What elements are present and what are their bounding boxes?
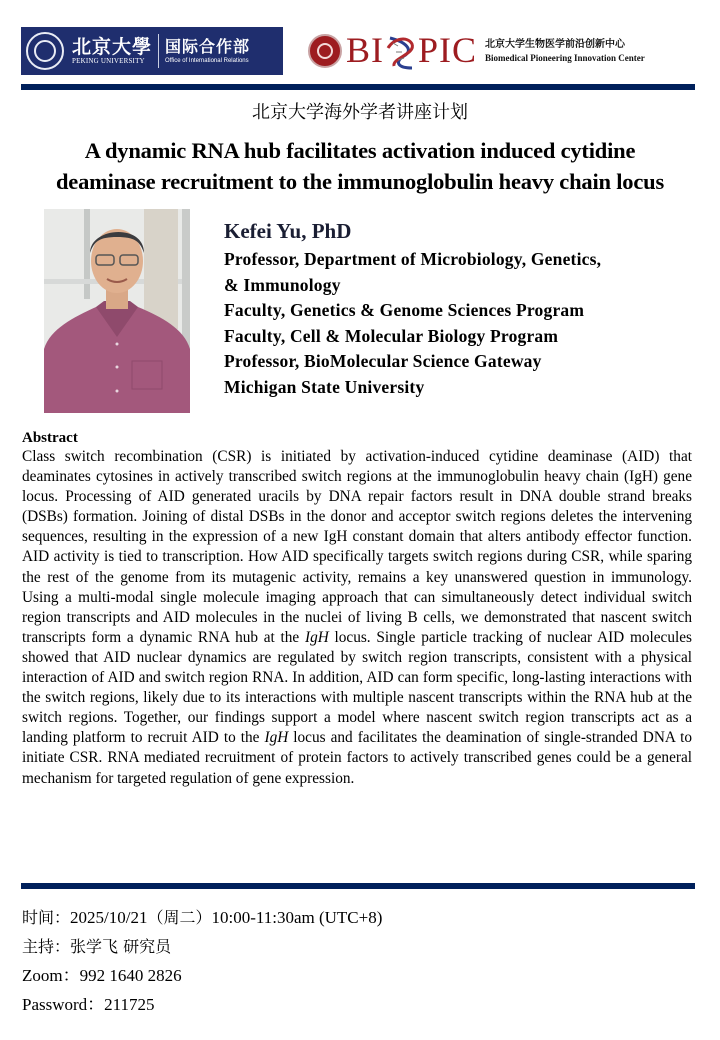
speaker-portrait-illustration	[44, 209, 190, 413]
wordmark-b: BI	[346, 29, 384, 70]
time-weekday: （周二）	[147, 908, 212, 927]
speaker-photo	[44, 209, 190, 413]
series-title: 北京大学海外学者讲座计划	[252, 102, 468, 123]
time-label: 时间：	[22, 908, 71, 927]
affiliation-line: & Immunology	[224, 274, 341, 295]
pku-name-cn: 北京大學	[72, 36, 153, 58]
password-value[interactable]: 211725	[104, 995, 155, 1014]
affiliation-line: Professor, Department of Microbiology, Genetics,	[224, 249, 602, 269]
affiliation-line: Faculty, Cell & Molecular Biology Program	[224, 325, 559, 346]
pku-names	[72, 37, 152, 65]
oir-name-cn: 国际合作部	[165, 37, 251, 56]
abstract-heading: Abstract	[22, 430, 78, 446]
oir-name-en: Office of International Relations	[165, 58, 249, 64]
wordmark-pic: PIC	[418, 29, 478, 70]
oir-names	[165, 37, 250, 65]
zoom-label: Zoom：	[22, 966, 80, 985]
abstract-segment: Class switch recombination (CSR) is initiated by activation-induced cytidine deaminase (AID) that deaminates cytosines in actively transcribed switch regions at the immunoglobulin heavy chain (IgH) gene locus. Processing of AID generated uracils by DNA repair factors result in DNA double strand breaks (DSBs) formation. Joining of distal DSBs in the donor and acceptor switch regions deletes the intervening sequences, resulting in the expression of a new IgH constant domain that alters antibody effector function. AID activity is tied to transcription. How AID specifically targets switch regions during CSR, while sparing the rest of the genome from its mutagenic activity, remains a key unanswered question in immunology. Using a multi-modal single molecule imaging approach that can simultaneously detect individual switch region transcripts and AID molecules in the nuclei of living B cells, we demonstrated that nascent switch transcripts form a dynamic RNA hub at the	[22, 448, 692, 646]
affiliation-line: Professor, BioMolecular Science Gateway	[224, 351, 542, 371]
bpic-name-en: Biomedical Pioneering Innovation Center	[485, 53, 645, 63]
talk-title	[0, 135, 720, 197]
host-value: 张学飞 研究员	[70, 937, 172, 956]
bottom-divider	[21, 883, 695, 889]
pku-name-en: PEKING UNIVERSITY	[72, 57, 145, 65]
abstract-segment-italic: IgH	[304, 628, 329, 646]
talk-title-line-1: A dynamic RNA hub facilitates activation induced cytidine	[84, 138, 636, 163]
biopic-wordmark	[346, 30, 477, 73]
event-password	[22, 993, 155, 1017]
event-host	[22, 935, 171, 959]
bpic-names	[485, 38, 645, 64]
affiliation-line: Michigan State University	[224, 376, 425, 397]
speaker-name: Kefei Yu, PhD	[224, 219, 352, 243]
abstract-segment: locus and facilitates the deamination of single-stranded DNA to initiate CSR. RNA mediated recruitment of protein factors to actively transcribed genes could be a general mechanism for targeted regulation of gene expression.	[22, 729, 692, 787]
password-label: Password：	[22, 995, 105, 1014]
zoom-meeting-id[interactable]: 992 1640 2826	[79, 966, 182, 985]
abstract-segment: locus. Single particle tracking of nuclear AID molecules showed that AID nuclear dynamics are regulated by switch region transcripts, consistent with a physical interaction of AID and switch region RNA. In addition, AID can form specific, long-lasting interactions with the switch regions, likely due to its interactions with multiple nascent transcripts within the RNA hub at the switch regions. Together, our findings support a model where nascent switch region transcripts act as a landing platform to recruit AID to the	[22, 628, 692, 747]
pku-seal-icon	[26, 32, 64, 70]
host-label: 主持：	[22, 937, 71, 956]
biopic-logo	[308, 30, 688, 72]
top-divider	[21, 84, 695, 90]
pku-red-seal-icon	[308, 34, 342, 68]
bpic-name-cn: 北京大学生物医学前沿创新中心	[485, 39, 626, 50]
logo-divider	[158, 34, 159, 68]
affiliation-line: Faculty, Genetics & Genome Sciences Program	[224, 300, 585, 320]
abstract-segment-italic: IgH	[264, 729, 289, 747]
abstract-body	[22, 447, 692, 789]
time-date: 2025/10/21	[70, 908, 148, 927]
pku-oir-logo	[21, 27, 283, 75]
dna-helix-icon	[384, 34, 418, 72]
time-range: 10:00-11:30am (UTC+8)	[211, 908, 383, 927]
talk-title-line-2: deaminase recruitment to the immunoglobulin heavy chain locus	[55, 169, 665, 194]
event-zoom	[22, 964, 182, 988]
event-time	[22, 906, 382, 930]
speaker-affiliations	[224, 247, 601, 400]
